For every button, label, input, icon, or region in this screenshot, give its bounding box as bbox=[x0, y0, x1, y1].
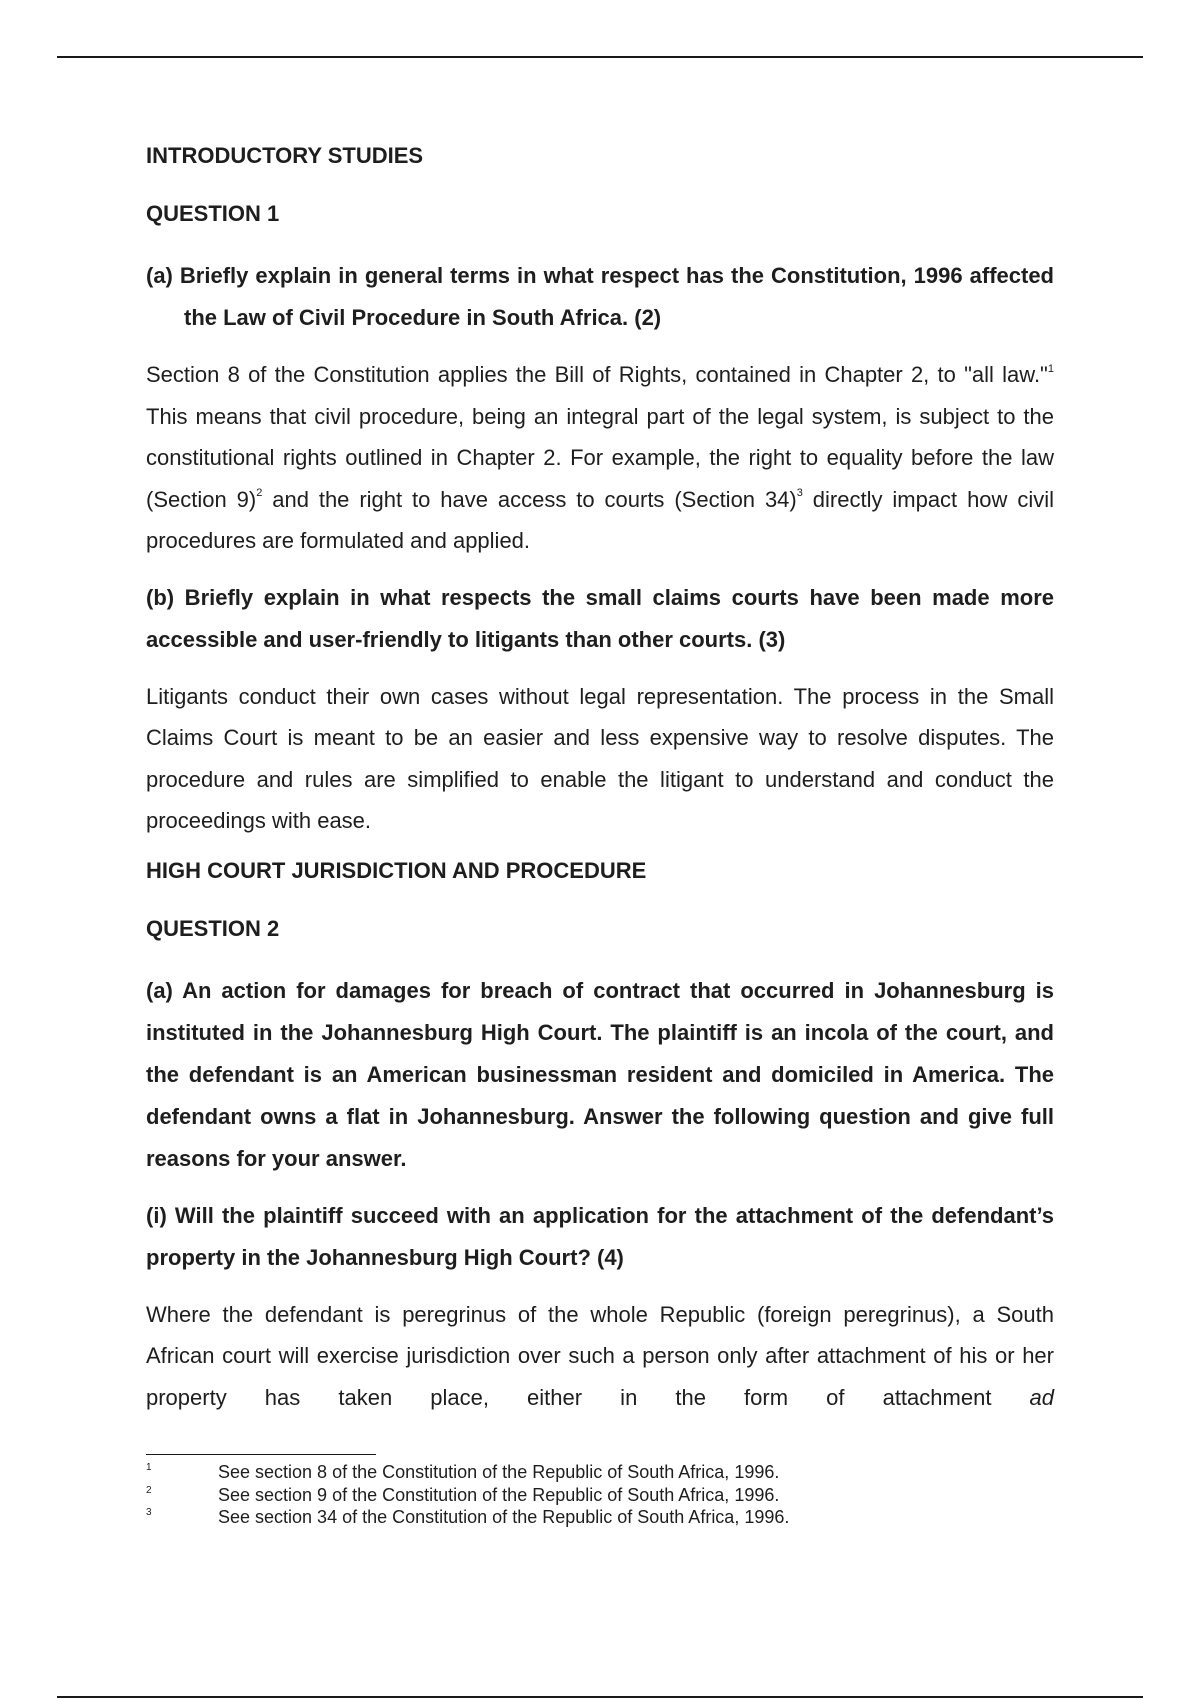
footnote-number: 3 bbox=[146, 1507, 152, 1518]
answer-2a-i-italic: ad bbox=[1029, 1384, 1054, 1410]
answer-1a-part4: directly impact how civil procedures are formulated and applied. bbox=[146, 486, 1055, 553]
footnote-number: 2 bbox=[146, 1484, 152, 1496]
footnote-text: See section 9 of the Constitution of the Republic of South Africa, 1996. bbox=[218, 1484, 780, 1505]
question-1a: (a) Briefly explain in general terms in what respect has the Constitution, 1996 affected the Law of Civil Procedure in South Africa. (2) bbox=[146, 263, 1054, 330]
question-2a-i: (i) Will the plaintiff succeed with an application for the attachment of the defendant’s property in the Johannesburg High Court? (4) bbox=[146, 1202, 1054, 1270]
section-heading-introductory: INTRODUCTORY STUDIES bbox=[146, 143, 424, 168]
section-heading-high-court: HIGH COURT JURISDICTION AND PROCEDURE bbox=[146, 857, 647, 883]
header-rule bbox=[57, 56, 1143, 58]
footnote-separator bbox=[146, 1454, 376, 1455]
footnote-item bbox=[146, 1461, 1054, 1484]
footnote-ref-1: 1 bbox=[1047, 362, 1054, 375]
answer-1b: Litigants conduct their own cases without legal representation. The process in the Small Claims Court is meant to be an easier and less expensive way to resolve disputes. The procedure and rules are simplified to enable the litigant to understand and conduct the proceedings with ease. bbox=[146, 683, 1054, 833]
question-1-label: QUESTION 1 bbox=[146, 201, 280, 226]
answer-1a-part3: and the right to have access to courts (Section 34) bbox=[262, 486, 797, 512]
footnote-ref-2: 2 bbox=[256, 487, 263, 500]
footnote-text: See section 34 of the Constitution of the Republic of South Africa, 1996. bbox=[218, 1507, 790, 1527]
question-1b: (b) Briefly explain in what respects the small claims courts have been made more accessible and user-friendly to litigants than other courts. (3) bbox=[146, 584, 1054, 652]
answer-2a-i-text: Where the defendant is peregrinus of the whole Republic (foreign peregrinus), a South African court will exercise jurisdiction over such a person only after attachment of his or her property has taken place, either in the form of attachment bbox=[146, 1301, 1054, 1410]
question-2-label: QUESTION 2 bbox=[146, 915, 280, 941]
question-2a: (a) An action for damages for breach of contract that occurred in Johannesburg is instituted in the Johannesburg High Court. The plaintiff is an incola of the court, and the defendant is an American businessman resident and domiciled in America. The defendant owns a flat in Johannesburg. Answer the following question and give full reasons for your answer. bbox=[146, 977, 1054, 1171]
footnote-number: 1 bbox=[146, 1462, 152, 1473]
footer-rule bbox=[57, 1696, 1143, 1698]
answer-1a-part1: Section 8 of the Constitution applies the Bill of Rights, contained in Chapter 2, to "all law." bbox=[146, 362, 1048, 387]
footnote-ref-3: 3 bbox=[796, 487, 803, 500]
footnotes bbox=[146, 1461, 1054, 1529]
page-body bbox=[146, 142, 1054, 1433]
footnote-text: See section 8 of the Constitution of the Republic of South Africa, 1996. bbox=[218, 1462, 780, 1482]
footnote-item bbox=[146, 1506, 1054, 1529]
answer-1a-part2: This means that civil procedure, being an integral part of the legal system, is subject to the constitutional rights outlined in Chapter 2. For example, the right to equality before the law (Section 9) bbox=[146, 403, 1054, 512]
answer-1a bbox=[146, 354, 1054, 562]
answer-2a-i bbox=[146, 1294, 1054, 1419]
footnote-item bbox=[146, 1484, 1054, 1507]
